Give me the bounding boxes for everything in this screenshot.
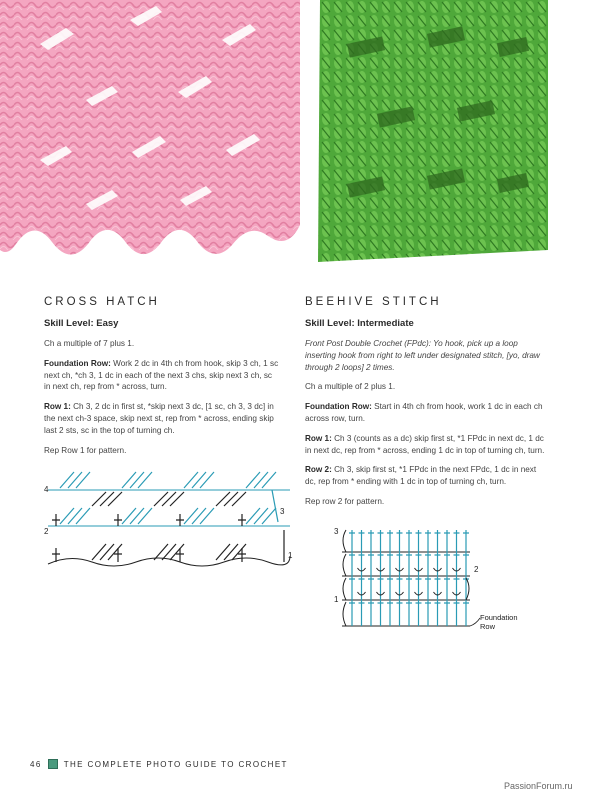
dc-stitch-mark xyxy=(416,530,422,552)
cross-hatch-foundation-row: Foundation Row: Work 2 dc in 4th ch from hook, skip 3 ch, 1 sc next ch, *ch 3, 1 dc in each of the next 3 chs, skip next 3 ch, sc in next ch, rep from * across, turn. xyxy=(44,358,279,392)
cross-hatch-swatch-photo xyxy=(0,0,300,268)
dc-stitch-mark xyxy=(416,600,422,626)
dc-stitch-mark xyxy=(425,576,431,600)
cross-hatch-stitch-chart xyxy=(40,468,300,570)
watermark: PassionForum.ru xyxy=(504,781,573,791)
chart-row-1-label: 1 xyxy=(334,595,339,604)
dc-stitch-mark xyxy=(368,530,374,552)
dc-stitch-mark xyxy=(416,576,422,600)
fpdc-definition: Front Post Double Crochet (FPdc): Yo hook, pick up a loop inserting hook from right to left under designated stitch, [yo, draw through 2 loops] 2 times. xyxy=(305,339,540,372)
dc-stitch-mark xyxy=(378,552,384,576)
dc-stitch-mark xyxy=(463,576,469,600)
dc-stitch-mark xyxy=(397,600,403,626)
dc-stitch-mark xyxy=(397,530,403,552)
beehive-foundation-row: Foundation Row: Start in 4th ch from hook, work 1 dc in each ch across row, turn. xyxy=(305,402,543,423)
dc-stitch-mark xyxy=(349,600,355,626)
dc-stitch-mark xyxy=(454,530,460,552)
dc-stitch-mark xyxy=(444,600,450,626)
chart-row-2-label: 2 xyxy=(44,527,49,536)
dc-stitch-mark xyxy=(378,600,384,626)
dc-stitch-mark xyxy=(454,552,460,576)
dc-stitch-mark xyxy=(406,600,412,626)
dc-stitch-mark xyxy=(454,576,460,600)
cross-hatch-section xyxy=(44,296,280,464)
dc-stitch-mark xyxy=(435,530,441,552)
beehive-row-2: Row 2: Ch 3, skip first st, *1 FPdc in the next FPdc, 1 dc in next dc, rep from * ending with 1 dc in top of turning ch, turn. xyxy=(305,465,537,487)
dc-stitch-mark xyxy=(387,576,393,600)
dc-stitch-mark xyxy=(425,530,431,552)
chart-row-3-label: 3 xyxy=(280,507,285,516)
dc-stitch-mark xyxy=(397,576,403,600)
dc-stitch-mark xyxy=(387,600,393,626)
beehive-row-1: Row 1: Ch 3 (counts as a dc) skip first st, *1 FPdc in next dc, 1 dc in next dc, rep from * across, ending 1 dc in top of turning ch, turn. xyxy=(305,433,545,455)
dc-stitch-mark xyxy=(435,552,441,576)
dc-stitch-mark xyxy=(359,576,365,600)
foundation-row-label-line-2: Row xyxy=(480,622,496,631)
book-title: THE COMPLETE PHOTO GUIDE TO CROCHET xyxy=(63,759,288,769)
page-footer xyxy=(30,757,288,771)
dc-stitch-mark xyxy=(378,576,384,600)
beehive-repeat-note: Rep row 2 for pattern. xyxy=(305,496,385,506)
beehive-chain-instruction: Ch a multiple of 2 plus 1. xyxy=(305,382,396,392)
dc-stitch-mark xyxy=(463,530,469,552)
dc-stitch-mark xyxy=(463,552,469,576)
dc-stitch-mark xyxy=(349,576,355,600)
dc-stitch-mark xyxy=(435,600,441,626)
dc-stitch-mark xyxy=(406,530,412,552)
dc-stitch-mark xyxy=(397,552,403,576)
dc-stitch-mark xyxy=(444,576,450,600)
chart-row-3-label: 3 xyxy=(334,528,339,536)
foundation-row-label-line-1: Foundation xyxy=(480,613,518,622)
dc-stitch-mark xyxy=(425,552,431,576)
chart-row-1-label: 1 xyxy=(288,551,293,560)
dc-stitch-mark xyxy=(444,530,450,552)
dc-stitch-mark xyxy=(454,600,460,626)
cross-hatch-skill-level: Skill Level: Easy xyxy=(44,318,119,329)
dc-stitch-mark xyxy=(359,530,365,552)
page-number: 46 xyxy=(30,759,42,769)
cross-hatch-repeat-note: Rep Row 1 for pattern. xyxy=(44,445,127,455)
beehive-stitch-section xyxy=(305,296,545,516)
chart-row-2-label: 2 xyxy=(474,565,479,574)
book-logo-icon xyxy=(48,759,58,769)
chart-row-4-label: 4 xyxy=(44,485,49,494)
dc-stitch-mark xyxy=(387,552,393,576)
cross-hatch-chain-instruction: Ch a multiple of 7 plus 1. xyxy=(44,339,135,348)
dc-stitch-mark xyxy=(463,600,469,626)
dc-stitch-mark xyxy=(406,552,412,576)
dc-stitch-mark xyxy=(368,552,374,576)
dc-stitch-mark xyxy=(349,530,355,552)
dc-stitch-mark xyxy=(435,576,441,600)
dc-stitch-mark xyxy=(444,552,450,576)
beehive-stitch-title: BEEHIVE STITCH xyxy=(305,296,442,308)
dc-stitch-mark xyxy=(378,530,384,552)
dc-stitch-mark xyxy=(359,552,365,576)
dc-stitch-mark xyxy=(425,600,431,626)
beehive-stitch-skill-level: Skill Level: Intermediate xyxy=(305,318,414,329)
dc-stitch-mark xyxy=(416,552,422,576)
beehive-stitch-chart xyxy=(330,528,530,638)
dc-stitch-mark xyxy=(387,530,393,552)
dc-stitch-mark xyxy=(368,576,374,600)
cross-hatch-title: CROSS HATCH xyxy=(44,296,160,308)
cross-hatch-row-1: Row 1: Ch 3, 2 dc in first st, *skip next 3 dc, [1 sc, ch 3, 3 dc] in the next ch-3 space, skip next st, rep from * across, ending skip last 2 sts, sc in the top of turning ch. xyxy=(44,402,274,435)
dc-stitch-mark xyxy=(406,576,412,600)
beehive-stitch-swatch-photo xyxy=(308,0,552,262)
dc-stitch-mark xyxy=(349,552,355,576)
dc-stitch-mark xyxy=(368,600,374,626)
dc-stitch-mark xyxy=(359,600,365,626)
